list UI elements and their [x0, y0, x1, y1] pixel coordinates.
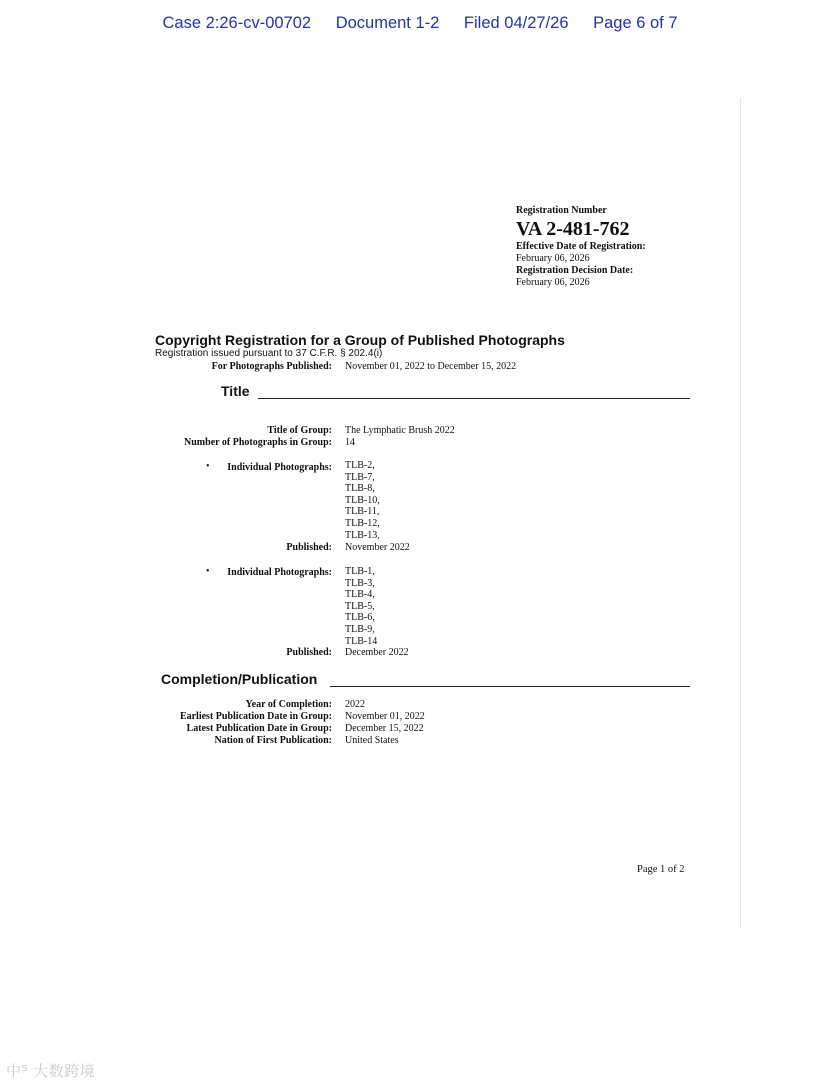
photo-list: [345, 460, 380, 541]
photo-id: TLB-8,: [345, 483, 375, 495]
photos-published-label: For Photographs Published:: [211, 361, 332, 372]
filed-date: Filed 04/27/26: [463, 14, 569, 32]
court-filing-header: [0, 14, 840, 33]
case-number: Case 2:26-cv-00702: [162, 14, 312, 32]
registration-block: [516, 205, 716, 289]
published-row: [0, 542, 740, 554]
published-label: Published:: [286, 542, 332, 553]
title-section-rule: [258, 398, 690, 399]
photo-id: TLB-12,: [345, 517, 380, 529]
earliest-publication-label: Earliest Publication Date in Group:: [179, 711, 332, 722]
photo-id: TLB-4,: [345, 589, 375, 601]
latest-publication-row: [0, 723, 740, 735]
photo-id: TLB-5,: [345, 600, 375, 612]
photo-id: TLB-2,: [345, 460, 375, 471]
year-of-completion-label: Year of Completion:: [245, 699, 332, 710]
photos-published-value: November 01, 2022 to December 15, 2022: [345, 361, 517, 372]
photo-id: TLB-10,: [345, 494, 380, 506]
bullet-icon: •: [206, 461, 210, 472]
bullet-icon: •: [206, 566, 210, 577]
page-indicator: Page 6 of 7: [593, 14, 678, 32]
published-value: November 2022: [345, 542, 410, 553]
photo-id: TLB-3,: [345, 577, 375, 589]
title-of-group-value: The Lymphatic Brush 2022: [345, 425, 455, 436]
photo-id: TLB-13,: [345, 529, 380, 541]
individual-photographs-label: Individual Photographs:: [227, 462, 332, 473]
document-number: Document 1-2: [335, 14, 440, 32]
published-value: December 2022: [345, 647, 409, 658]
individual-photographs-label: Individual Photographs:: [227, 567, 332, 578]
number-of-photos-row: [0, 437, 740, 449]
nation-of-publication-row: [0, 735, 740, 747]
number-of-photos-value: 14: [345, 437, 355, 448]
published-row: [0, 647, 740, 659]
issued-pursuant-text: Registration issued pursuant to 37 C.F.R. § 202.4(i): [155, 348, 383, 359]
title-of-group-row: [0, 425, 740, 437]
photo-id: TLB-6,: [345, 612, 375, 624]
effective-date-label: Effective Date of Registration:: [516, 241, 646, 252]
photos-published-row: [0, 361, 740, 373]
earliest-publication-row: [0, 711, 740, 723]
latest-publication-label: Latest Publication Date in Group:: [186, 723, 332, 734]
title-of-group-label: Title of Group:: [267, 425, 332, 436]
photo-id: TLB-9,: [345, 623, 375, 635]
photo-id: TLB-14: [345, 635, 378, 647]
completion-section-rule: [330, 686, 690, 687]
completion-section-heading: Completion/Publication: [161, 671, 318, 687]
decision-date: February 06, 2026: [516, 277, 590, 288]
watermark-logo: 中⁵ 大数跨境: [6, 1062, 96, 1080]
nation-of-publication-value: United States: [345, 735, 399, 746]
year-of-completion-row: [0, 699, 740, 711]
photo-id: TLB-7,: [345, 471, 375, 483]
earliest-publication-value: November 01, 2022: [345, 711, 425, 722]
year-of-completion-value: 2022: [345, 699, 365, 710]
photo-id: TLB-1,: [345, 566, 375, 577]
page-edge-divider: [740, 98, 741, 928]
title-section-heading: Title: [221, 383, 250, 399]
decision-date-label: Registration Decision Date:: [516, 265, 634, 276]
number-of-photos-label: Number of Photographs in Group:: [184, 437, 332, 448]
nation-of-publication-label: Nation of First Publication:: [214, 735, 332, 746]
published-label: Published:: [286, 647, 332, 658]
latest-publication-value: December 15, 2022: [345, 723, 424, 734]
photo-list: [345, 566, 377, 647]
effective-date: February 06, 2026: [516, 253, 590, 264]
page-footer: Page 1 of 2: [637, 864, 685, 875]
registration-number-label: Registration Number: [516, 205, 607, 216]
registration-number: VA 2-481-762: [516, 218, 630, 240]
document-title: Copyright Registration for a Group of Published Photographs: [155, 332, 565, 348]
photo-id: TLB-11,: [345, 506, 380, 518]
